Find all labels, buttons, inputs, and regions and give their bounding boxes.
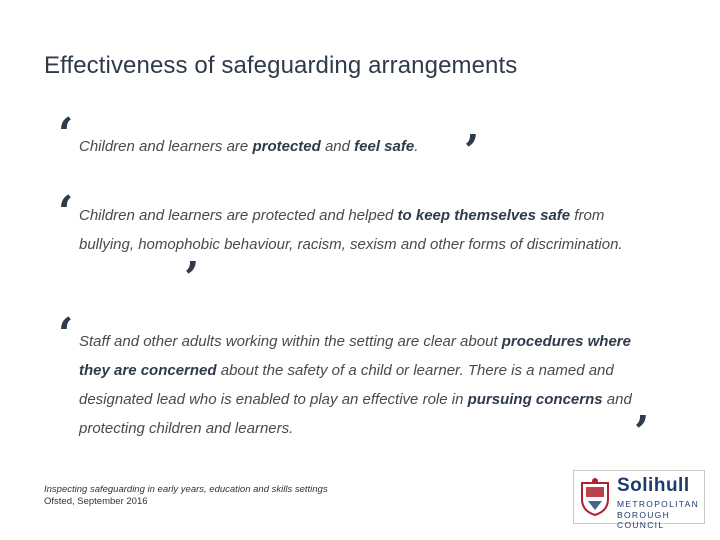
open-quote-icon: ‘ [58, 109, 74, 160]
close-quote-icon: ’ [634, 407, 650, 458]
quote-2-bold: to keep themselves safe [397, 207, 571, 224]
open-quote-icon: ‘ [58, 309, 74, 360]
quote-3-bold: procedures where they are concerned [79, 333, 631, 379]
quote-2-part: Children and learners are protected and helped [79, 207, 398, 224]
quote-3-part: about the safety of a child or learner. There is a named and designated lead who is enabled to play an effective role in [79, 362, 614, 408]
quote-1-bold: protected [252, 138, 321, 155]
logo-line-2: BOROUGH COUNCIL [617, 510, 671, 530]
source-citation [44, 484, 328, 508]
slide-title: Effectiveness of safeguarding arrangements [44, 52, 518, 79]
quote-3-part: and protecting children and learners. [79, 391, 632, 437]
source-author-date: Ofsted, September 2016 [44, 496, 148, 507]
quote-2-part: from bullying, homophobic behaviour, racism, sexism and other forms of discrimination. [79, 207, 623, 253]
quote-1-part: Children and learners are [79, 138, 253, 155]
open-quote-icon: ‘ [58, 187, 74, 238]
source-publication: Inspecting safeguarding in early years, education and skills settings [44, 484, 328, 495]
logo-line-1: METROPOLITAN [617, 499, 700, 509]
quote-3 [79, 327, 657, 443]
quote-3-bold: pursuing concerns [467, 391, 603, 408]
quote-1-bold: feel safe [354, 138, 415, 155]
quote-2 [79, 201, 654, 259]
council-crest-icon [578, 477, 612, 517]
quote-1-part: . [414, 138, 419, 155]
close-quote-icon: ’ [184, 253, 200, 304]
quote-1-part: and [320, 138, 355, 155]
logo-name: Solihull [617, 475, 690, 496]
council-logo [573, 470, 705, 530]
close-quote-icon: ’ [464, 126, 480, 177]
quote-1 [79, 132, 469, 161]
quote-3-part: Staff and other adults working within the setting are clear about [79, 333, 502, 350]
